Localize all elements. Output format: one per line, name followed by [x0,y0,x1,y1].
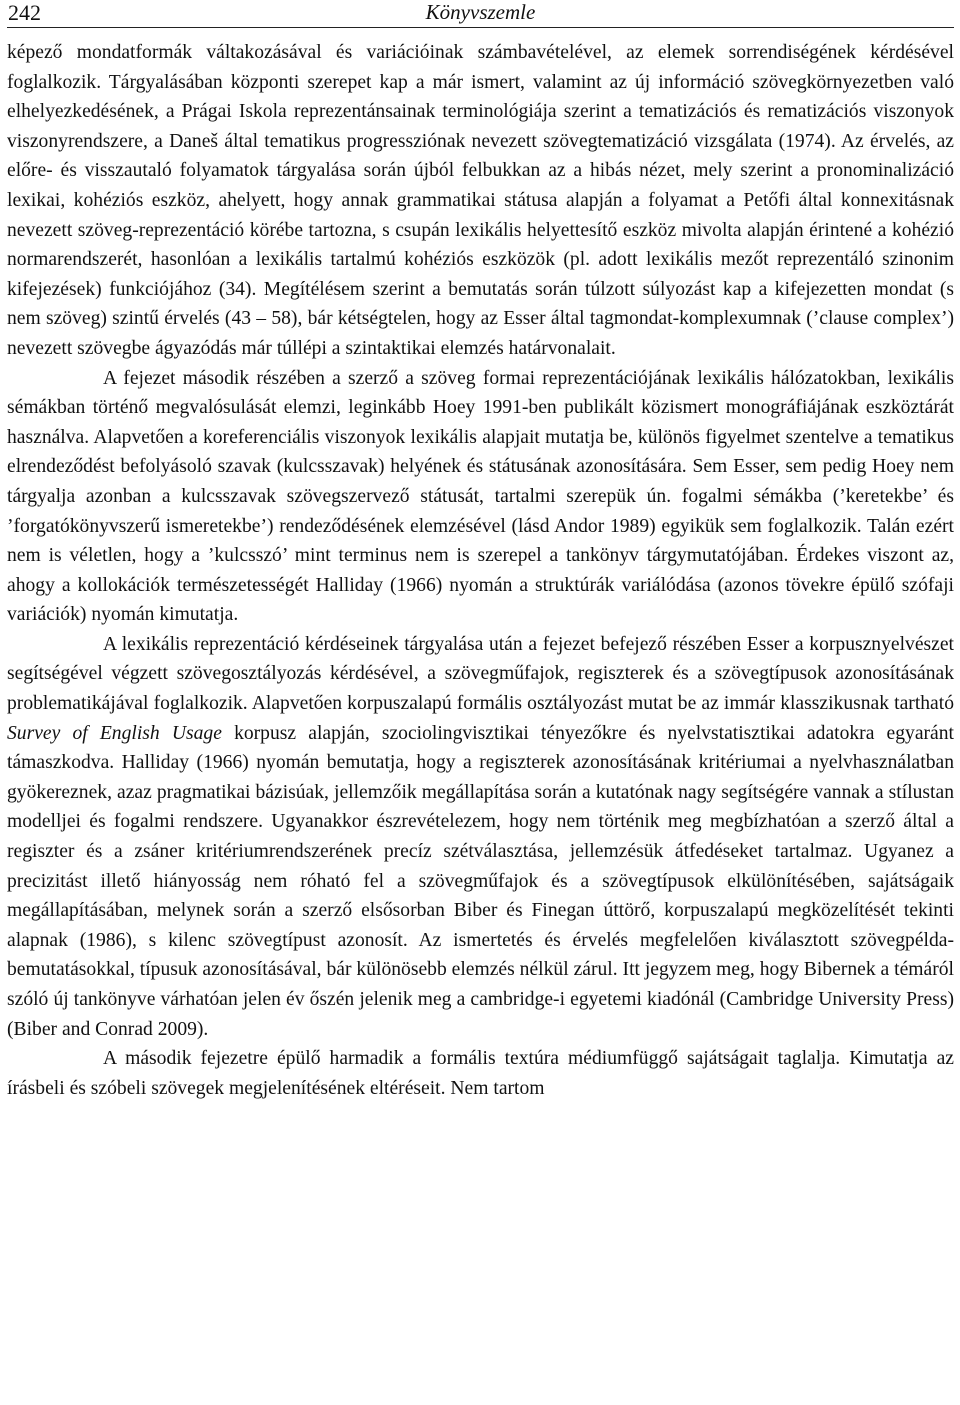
paragraph-3-text: A lexikális reprezentáció kérdéseinek tárgyalása után a fejezet befejező részében Esser a korpusznyelvészet segítségével végzett szövegosztályozás kérdésével, a szövegműfajok, regiszterek és a szövegtípusok azonosításának problematikájával foglalkozik. Alapvetően korpuszalapú formális osztályozást mutat be az immár klasszikusnak tartható [7,633,954,715]
paragraph-3 [7,630,954,1044]
body-text [7,38,954,1103]
corpus-title-italic: Survey of English Usage [7,722,222,744]
paragraph-3-text-continued: korpusz alapján, szociolingvisztikai tényezőkre és nyelvstatisztikai adatokra egyaránt támaszkodva. Halliday (1966) nyomán bemutatja, hogy a regiszterek azonosításának kritériumai a nyelvhasználatban gyökereznek, azaz pragmatikai bázisúak, jellemzőik megállapítása során a kutatónak nagy segítségére vannak a stílustan modelljei és fogalmi rendszere. Ugyanakkor észrevételezem, hogy nem történik meg megbízhatóan a szerző által a regiszter és a zsáner kritériumrendszerének precíz szétválasztása, jellemzésük átfedéseket tartalmaz. Ugyanez a precizitást illető hiányosság nem róható fel a szövegműfajok és a szövegtípusok elkülönítésében, sajátságaik megállapításában, melynek során a szerző elsősorban Biber és Finegan úttörő, korpuszalapú megközelítését tekinti alapnak (1986), s kilenc szövegtípust azonosít. Az ismertetés és érvelés megfelelően kiválasztott szövegpélda-bemutatásokkal, típusuk azonosításával, bár különösebb elemzés nélkül zárul. Itt jegyzem meg, hogy Bibernek a témáról szóló új tankönyve várhatóan jelen év őszén jelenik meg a cambridge-i egyetemi kiadónál (Cambridge University Press) (Biber and Conrad 2009). [7,722,954,1040]
paragraph-1 [7,38,954,364]
paragraph-2-text: A fejezet második részében a szerző a szöveg formai reprezentációjának lexikális hálózatokban, lexikális sémákban történő megvalósulását elemzi, leginkább Hoey 1991-ben publikált közismert monográfiájának eszköztárát használva. Alapvetően a koreferenciális viszonyok lexikális alapjait mutatja be, különös figyelmet szentelve a tematikus elrendeződést befolyásoló szavak (kulcsszavak) helyének és státusának azonosítására. Sem Esser, sem pedig Hoey nem tárgyalja azonban a kulcsszavak szövegszervező státusát, tartalmi szerepük ún. fogalmi sémákba (’keretekbe’ és ’forgatókönyvszerű ismeretekbe’) rendeződésének elemzésével (lásd Andor 1989) egyikük sem foglalkozik. Talán ezért nem is véletlen, hogy a ’kulcsszó’ mint terminus nem is szerepel a tankönyv tárgymutatójában. Érdekes viszont az, ahogy a kollokációk természetességét Halliday (1966) nyomán a struktúrák variálódása (azonos tövekre épülő szófaji variációk) nyomán kimutatja. [7,367,954,626]
paragraph-1-text: képező mondatformák váltakozásával és variációinak számbavételével, az elemek sorrendiségének kérdésével foglalkozik. Tárgyalásában központi szerepet kap a már ismert, valamint az új információ szövegkörnyezetben való elhelyezkedésének, a Prágai Iskola reprezentánsainak terminológiája szerint a tematizációs és rematizációs viszonyok viszonyrendszere, a Daneš által tematikus progressziónak nevezett szövegtematizáció vizsgálata (1974). Az érvelés, az előre- és visszautaló folyamatok tárgyalása során újból felbukkan az a hibás nézet, mely szerint a pronominalizáció lexikai, kohéziós eszköz, ahelyett, hogy annak grammatikai státusa alapján a folyamat a Petőfi által konnexitásnak nevezett szöveg-reprezentáció körébe tartozna, s csupán lexikális helyettesítő eszköz mivolta alapján érintené a kohézió normarendszerét, hasonlóan a lexikális tartalmú kohéziós eszközök (pl. adott lexikális mezőt reprezentáló szinonim kifejezések) funkciójához (34). Megítélésem szerint a bemutatás során túlzott súlyozást kap a kifejezetten mondat (s nem szöveg) szintű érvelés (43 – 58), bár kétségtelen, hogy az Esser által tagmondat-komplexumnak (’clause complex’) nevezett szövegbe ágyazódás már túllépi a szintaktikai elemzés határvonalait. [7,42,954,359]
paragraph-2 [7,364,954,630]
paragraph-4-text: A második fejezetre épülő harmadik a formális textúra médiumfüggő sajátságait taglalja. Kimutatja az írásbeli és szóbeli szövegek megjelenítésének eltéréseit. Nem tartom [7,1048,954,1099]
page-number: 242 [8,0,41,25]
running-head: Könyvszemle [425,0,536,24]
page-header [7,0,954,28]
paragraph-4 [7,1044,954,1103]
